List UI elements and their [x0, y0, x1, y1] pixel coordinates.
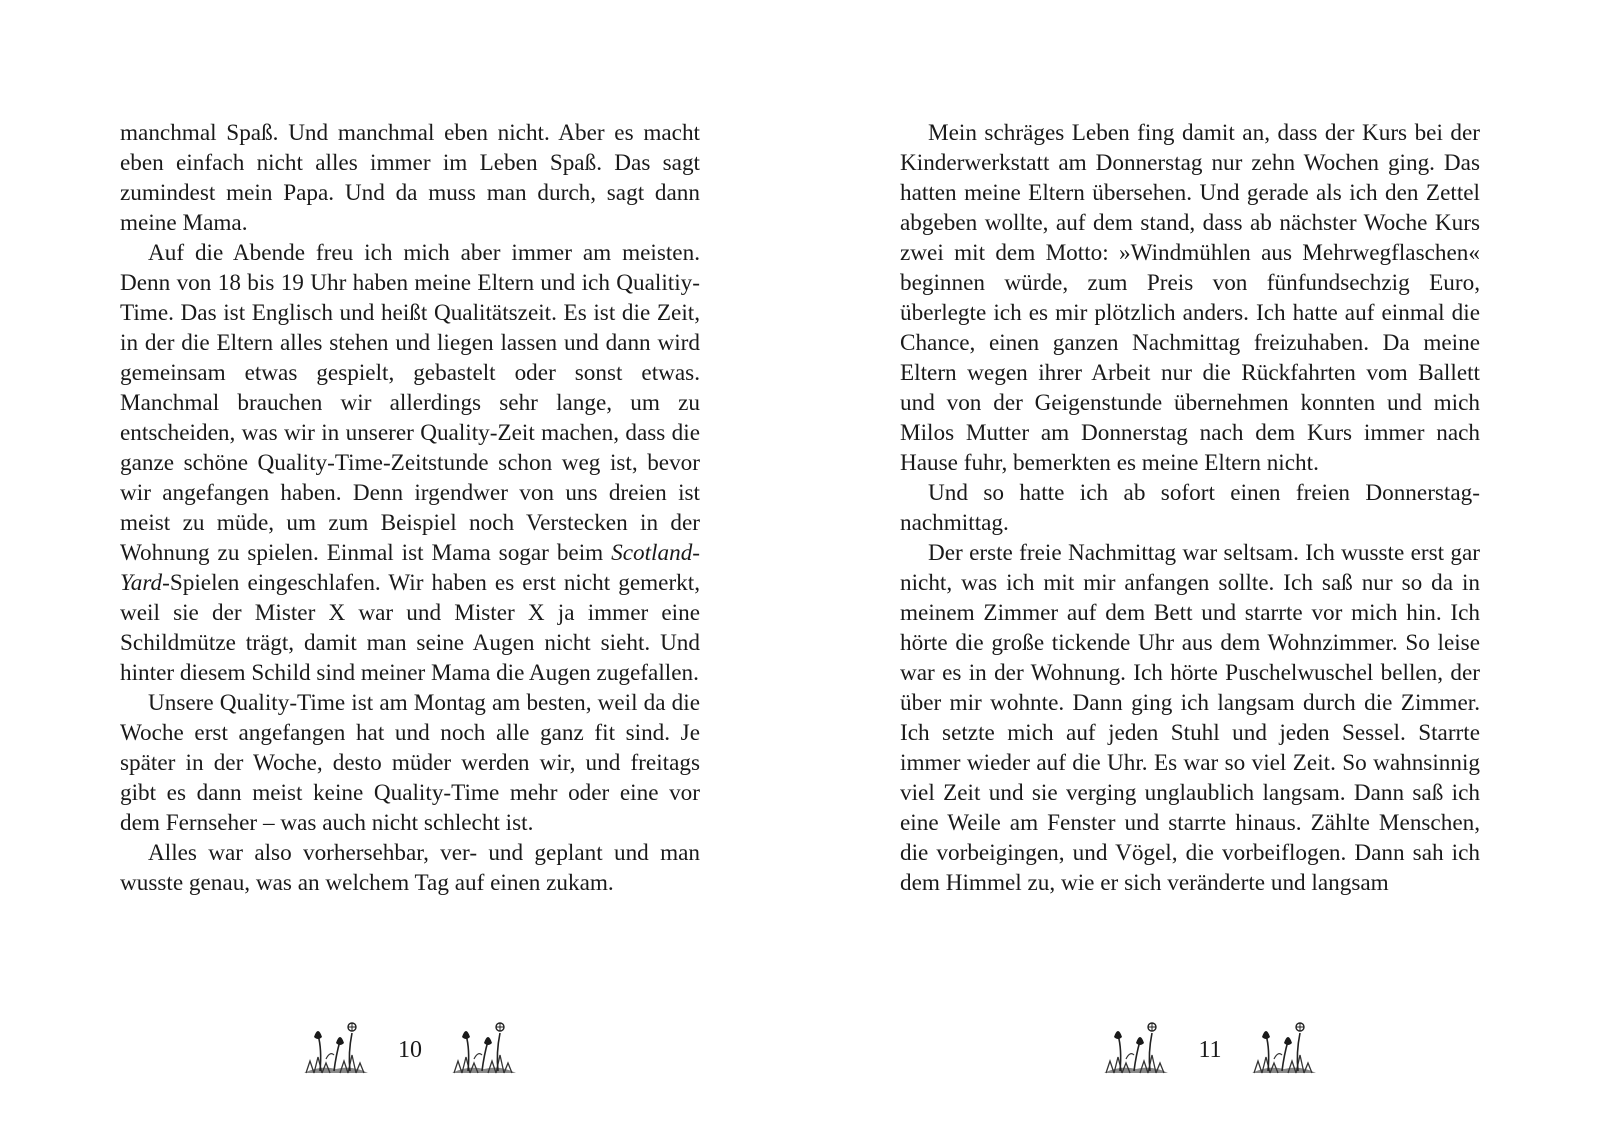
left-paragraph-4: Alles war also vorhersehbar, ver- und geplant und man wusste genau, was an welchem Tag auf einen zukam.	[120, 840, 700, 896]
left-page-text	[120, 118, 700, 898]
right-paragraph-2: Und so hatte ich ab sofort einen freien Donnerstagnachmittag.	[900, 480, 1480, 536]
flower-tuft-icon	[1100, 1015, 1172, 1079]
right-paragraph-1: Mein schräges Leben fing damit an, dass der Kurs bei der Kinderwerkstatt am Donnerstag nur zehn Wochen ging. Das hatten meine Eltern übersehen. Und gerade als ich den Zettel abgeben wollte, auf dem stand, dass ab nächster Woche Kurs zwei mit dem Motto: »Windmühlen aus Mehrwegflaschen« beginnen würde, zum Preis von fünfundsechzig Euro, überlegte ich es mir plötzlich anders. Ich hatte auf einmal die Chance, einen ganzen Nachmittag freizuhaben. Da meine Eltern wegen ihrer Arbeit nur die Rückfahrten vom Ballett und von der Geigenstunde übernehmen konnten und mich Milos Mutter am Donnerstag nach dem Kurs immer nach Hause fuhr, bemerkten es meine Eltern nicht.	[900, 120, 1480, 476]
right-page-text	[900, 118, 1480, 898]
page-number-left: 10	[398, 1036, 422, 1063]
left-paragraph-3: Unsere Quality-Time ist am Montag am besten, weil da die Woche erst angefangen hat und noch alle ganz fit sind. Je später in der Woche, desto müder werden wir, und freitags gibt es dann meist keine Quality-Time mehr oder eine vor dem Fernseher – was auch nicht schlecht ist.	[120, 690, 700, 836]
flower-tuft-icon	[300, 1015, 372, 1079]
flower-tuft-icon	[448, 1015, 520, 1079]
left-paragraph-2-text: Auf die Abende freu ich mich aber immer am meisten. Denn von 18 bis 19 Uhr haben meine Eltern und ich Qualitiy-Time. Das ist Englisch und heißt Qualitätszeit. Es ist die Zeit, in der die Eltern alles stehen und liegen lassen und dann wird gemeinsam etwas gespielt, gebastelt oder sonst etwas. Manchmal brauchen wir allerdings sehr lange, um zu entscheiden, was wir in unserer Quality-Zeit machen, dass die ganze schöne Quality-Time-Zeitstunde schon weg ist, bevor wir angefangen haben. Denn irgendwer von uns dreien ist meist zu müde, um zum Beispiel noch Verstecken in der Wohnung zu spielen. Einmal ist Mama sogar beim	[120, 240, 700, 566]
game-title: Scotland-Yard	[120, 540, 701, 596]
left-paragraph-1: manchmal Spaß. Und manchmal eben nicht. Aber es macht eben einfach nicht alles immer im Leben Spaß. Das sagt zumindest mein Papa. Und da muss man durch, sagt dann meine Mama.	[120, 120, 700, 236]
flower-tuft-icon	[1248, 1015, 1320, 1079]
left-paragraph-2-rest: -Spielen eingeschlafen. Wir haben es erst nicht gemerkt, weil sie der Mister X war und Mister X ja immer eine Schildmütze trägt, damit man seine Augen nicht sieht. Und hinter diesem Schild sind meiner Mama die Augen zugefallen.	[120, 570, 700, 686]
left-paragraph-2	[120, 238, 700, 688]
right-page-footer	[1090, 1012, 1330, 1082]
left-page-footer	[290, 1012, 530, 1082]
right-paragraph-3: Der erste freie Nachmittag war seltsam. Ich wusste erst gar nicht, was ich mit mir anfangen sollte. Ich saß nur so da in meinem Zimmer auf dem Bett und starrte vor mich hin. Ich hörte die große tickende Uhr aus dem Wohnzimmer. So leise war es in der Wohnung. Ich hörte Puschelwuschel bellen, der über mir wohnte. Dann ging ich langsam durch die Zimmer. Ich setzte mich auf jeden Stuhl und jeden Sessel. Starrte immer wieder auf die Uhr. Es war so viel Zeit. So wahnsinnig viel Zeit und sie verging unglaublich langsam. Dann saß ich eine Weile am Fenster und starrte hinaus. Zählte Menschen, die vorbeigingen, und Vögel, die vorbeiflogen. Dann sah ich dem Himmel zu, wie er sich veränderte und langsam	[900, 540, 1480, 896]
page-number-right: 11	[1198, 1036, 1222, 1063]
